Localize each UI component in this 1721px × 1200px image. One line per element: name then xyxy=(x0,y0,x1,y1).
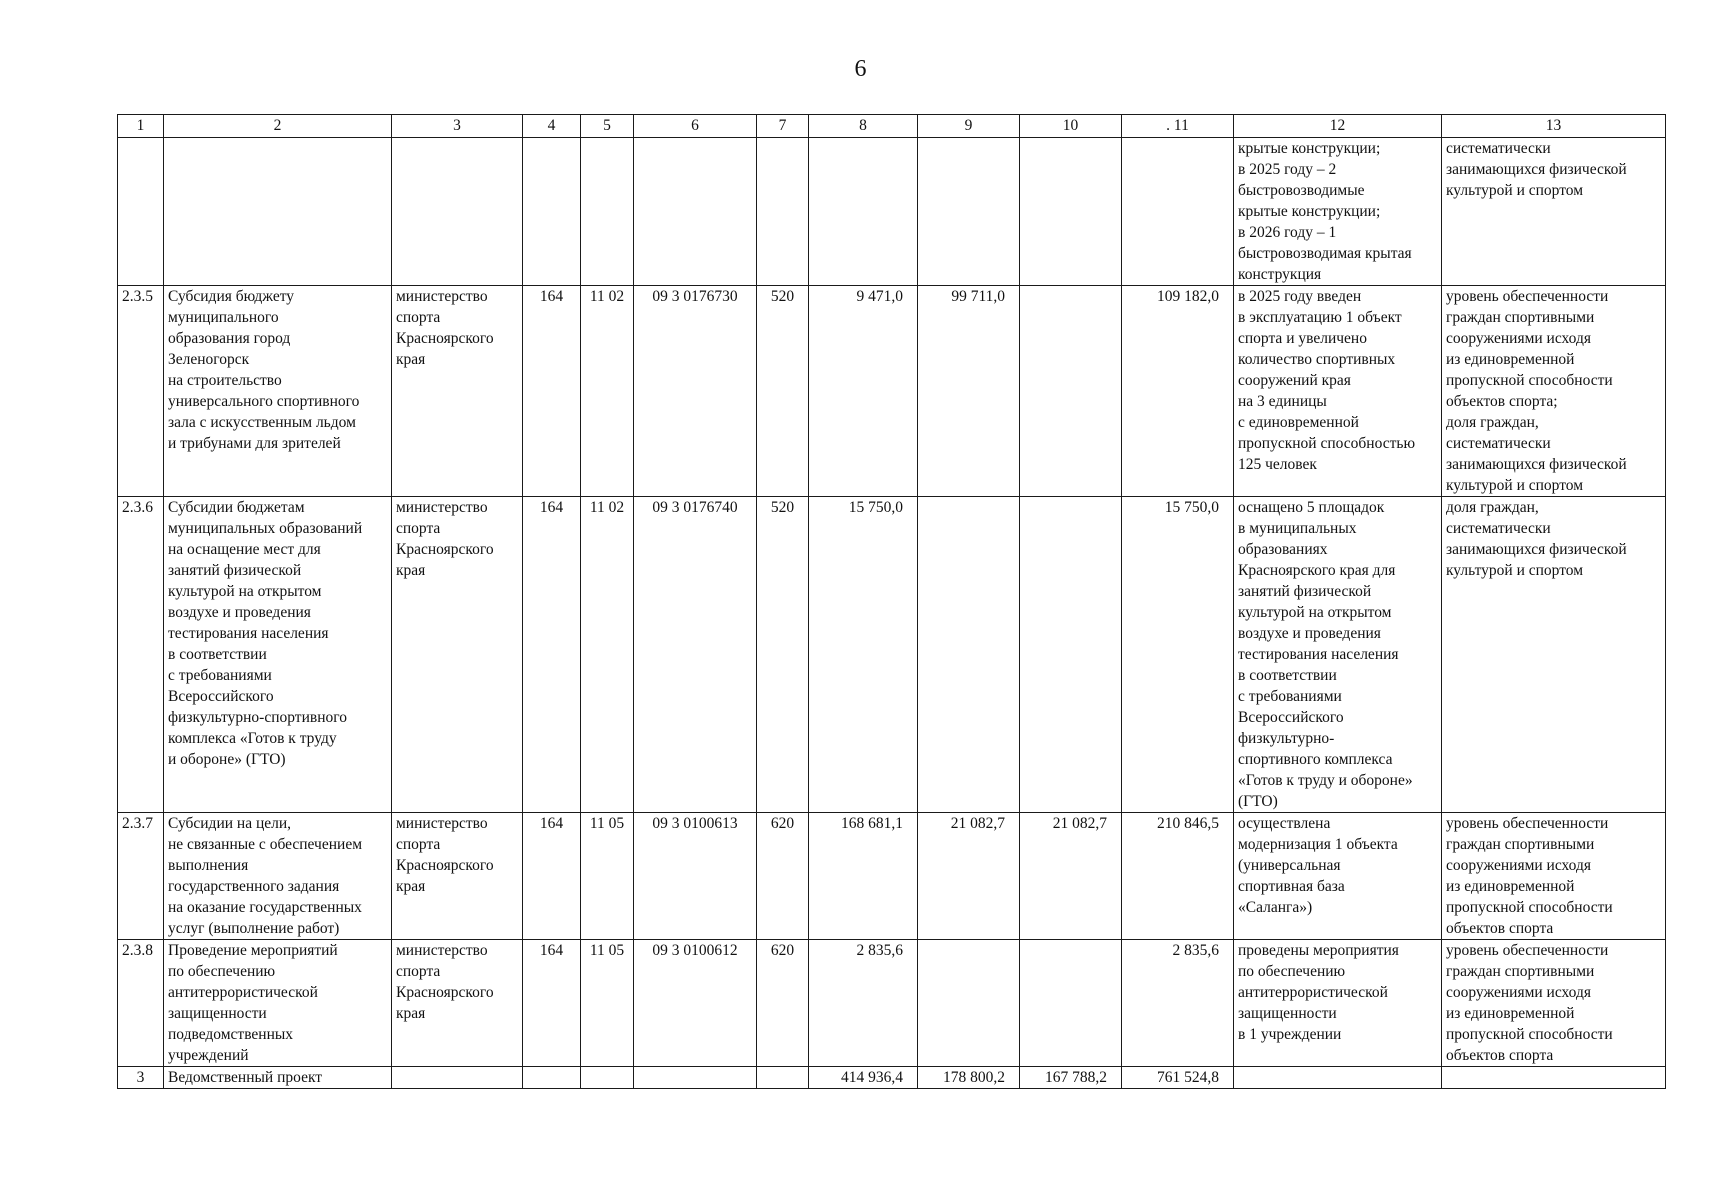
header-cell: 6 xyxy=(634,115,757,138)
code-cell: 11 02 xyxy=(581,497,634,813)
indicator-cell: уровень обеспеченности граждан спортивными сооружениями исходя из единовременной пропускной способности объектов спорта xyxy=(1442,813,1666,940)
table-row-continuation xyxy=(118,138,1666,286)
code-cell: 09 3 0176730 xyxy=(634,286,757,497)
code-cell: 09 3 0100613 xyxy=(634,813,757,940)
header-cell: 9 xyxy=(918,115,1020,138)
header-cell: 12 xyxy=(1234,115,1442,138)
empty-cell xyxy=(392,138,523,286)
empty-cell xyxy=(1020,138,1122,286)
code-cell: 620 xyxy=(757,813,809,940)
header-row xyxy=(118,115,1666,138)
row-number: 3 xyxy=(118,1067,164,1089)
row-number: 2.3.7 xyxy=(118,813,164,940)
header-cell: 13 xyxy=(1442,115,1666,138)
measure-name: Проведение мероприятий по обеспечению антитеррористической защищенности подведомственных учреждений xyxy=(164,940,392,1067)
indicator-cell: уровень обеспеченности граждан спортивными сооружениями исходя из единовременной пропускной способности объектов спорта xyxy=(1442,940,1666,1067)
amount-cell xyxy=(1020,286,1122,497)
table-row-total xyxy=(118,1067,1666,1089)
amount-cell: 168 681,1 xyxy=(809,813,918,940)
amount-cell xyxy=(918,940,1020,1067)
amount-cell: 109 182,0 xyxy=(1122,286,1234,497)
result-cell: крытые конструкции; в 2025 году – 2 быстровозводимые крытые конструкции; в 2026 году – 1 быстровозводимая крытая конструкция xyxy=(1234,138,1442,286)
empty-cell xyxy=(1234,1067,1442,1089)
page-number: 6 xyxy=(854,56,867,82)
empty-cell xyxy=(918,138,1020,286)
amount-cell: 167 788,2 xyxy=(1020,1067,1122,1089)
empty-cell xyxy=(757,1067,809,1089)
measure-name: Ведомственный проект xyxy=(164,1067,392,1089)
executor: министерство спорта Красноярского края xyxy=(392,497,523,813)
empty-cell xyxy=(634,138,757,286)
header-cell: 7 xyxy=(757,115,809,138)
row-number: 2.3.6 xyxy=(118,497,164,813)
code-cell: 620 xyxy=(757,940,809,1067)
measure-name: Субсидия бюджету муниципального образования город Зеленогорск на строительство универсального спортивного зала с искусственным льдом и трибунами для зрителей xyxy=(164,286,392,497)
code-cell: 164 xyxy=(523,940,581,1067)
indicator-cell: уровень обеспеченности граждан спортивными сооружениями исходя из единовременной пропускной способности объектов спорта; доля граждан, систематически занимающихся физической культурой и спортом xyxy=(1442,286,1666,497)
budget-table xyxy=(117,114,1666,1089)
executor: министерство спорта Красноярского края xyxy=(392,286,523,497)
empty-cell xyxy=(164,138,392,286)
result-cell: осуществлена модернизация 1 объекта (универсальная спортивная база «Саланга») xyxy=(1234,813,1442,940)
amount-cell: 2 835,6 xyxy=(809,940,918,1067)
header-cell: 10 xyxy=(1020,115,1122,138)
amount-cell: 761 524,8 xyxy=(1122,1067,1234,1089)
empty-cell xyxy=(523,1067,581,1089)
empty-cell xyxy=(523,138,581,286)
measure-name: Субсидии на цели, не связанные с обеспечением выполнения государственного задания на оказание государственных услуг (выполнение работ) xyxy=(164,813,392,940)
amount-cell: 9 471,0 xyxy=(809,286,918,497)
amount-cell: 21 082,7 xyxy=(1020,813,1122,940)
amount-cell: 2 835,6 xyxy=(1122,940,1234,1067)
measure-name: Субсидии бюджетам муниципальных образований на оснащение мест для занятий физической культурой на открытом воздухе и проведения тестирования населения в соответствии с требованиями Всероссийского физкультурно-спортивного комплекса «Готов к труду и обороне» (ГТО) xyxy=(164,497,392,813)
row-number: 2.3.5 xyxy=(118,286,164,497)
code-cell: 09 3 0100612 xyxy=(634,940,757,1067)
result-cell: в 2025 году введен в эксплуатацию 1 объект спорта и увеличено количество спортивных сооружений края на 3 единицы с единовременной пропускной способностью 125 человек xyxy=(1234,286,1442,497)
header-cell: 2 xyxy=(164,115,392,138)
code-cell: 11 05 xyxy=(581,813,634,940)
table-row xyxy=(118,497,1666,813)
code-cell: 164 xyxy=(523,813,581,940)
result-cell: оснащено 5 площадок в муниципальных образованиях Красноярского края для занятий физической культурой на открытом воздухе и проведения тестирования населения в соответствии с требованиями Всероссийского физкультурно- спортивного комплекса «Готов к труду и обороне» (ГТО) xyxy=(1234,497,1442,813)
amount-cell: 414 936,4 xyxy=(809,1067,918,1089)
empty-cell xyxy=(757,138,809,286)
code-cell: 164 xyxy=(523,497,581,813)
code-cell: 520 xyxy=(757,286,809,497)
amount-cell xyxy=(1020,497,1122,813)
header-cell: . 11 xyxy=(1122,115,1234,138)
header-cell: 8 xyxy=(809,115,918,138)
table-row xyxy=(118,286,1666,497)
table-row xyxy=(118,813,1666,940)
table-row xyxy=(118,940,1666,1067)
code-cell: 520 xyxy=(757,497,809,813)
executor: министерство спорта Красноярского края xyxy=(392,813,523,940)
amount-cell xyxy=(1020,940,1122,1067)
indicator-cell: доля граждан, систематически занимающихся физической культурой и спортом xyxy=(1442,497,1666,813)
amount-cell: 15 750,0 xyxy=(809,497,918,813)
header-cell: 4 xyxy=(523,115,581,138)
executor: министерство спорта Красноярского края xyxy=(392,940,523,1067)
empty-cell xyxy=(809,138,918,286)
empty-cell xyxy=(1442,1067,1666,1089)
row-number: 2.3.8 xyxy=(118,940,164,1067)
header-cell: 3 xyxy=(392,115,523,138)
amount-cell: 15 750,0 xyxy=(1122,497,1234,813)
amount-cell: 178 800,2 xyxy=(918,1067,1020,1089)
header-cell: 5 xyxy=(581,115,634,138)
empty-cell xyxy=(634,1067,757,1089)
code-cell: 11 02 xyxy=(581,286,634,497)
amount-cell xyxy=(918,497,1020,813)
amount-cell: 21 082,7 xyxy=(918,813,1020,940)
header-cell: 1 xyxy=(118,115,164,138)
amount-cell: 210 846,5 xyxy=(1122,813,1234,940)
empty-cell xyxy=(1122,138,1234,286)
code-cell: 164 xyxy=(523,286,581,497)
empty-cell xyxy=(392,1067,523,1089)
amount-cell: 99 711,0 xyxy=(918,286,1020,497)
indicator-cell: систематически занимающихся физической культурой и спортом xyxy=(1442,138,1666,286)
empty-cell xyxy=(581,138,634,286)
empty-cell xyxy=(118,138,164,286)
result-cell: проведены мероприятия по обеспечению антитеррористической защищенности в 1 учреждении xyxy=(1234,940,1442,1067)
empty-cell xyxy=(581,1067,634,1089)
code-cell: 09 3 0176740 xyxy=(634,497,757,813)
code-cell: 11 05 xyxy=(581,940,634,1067)
